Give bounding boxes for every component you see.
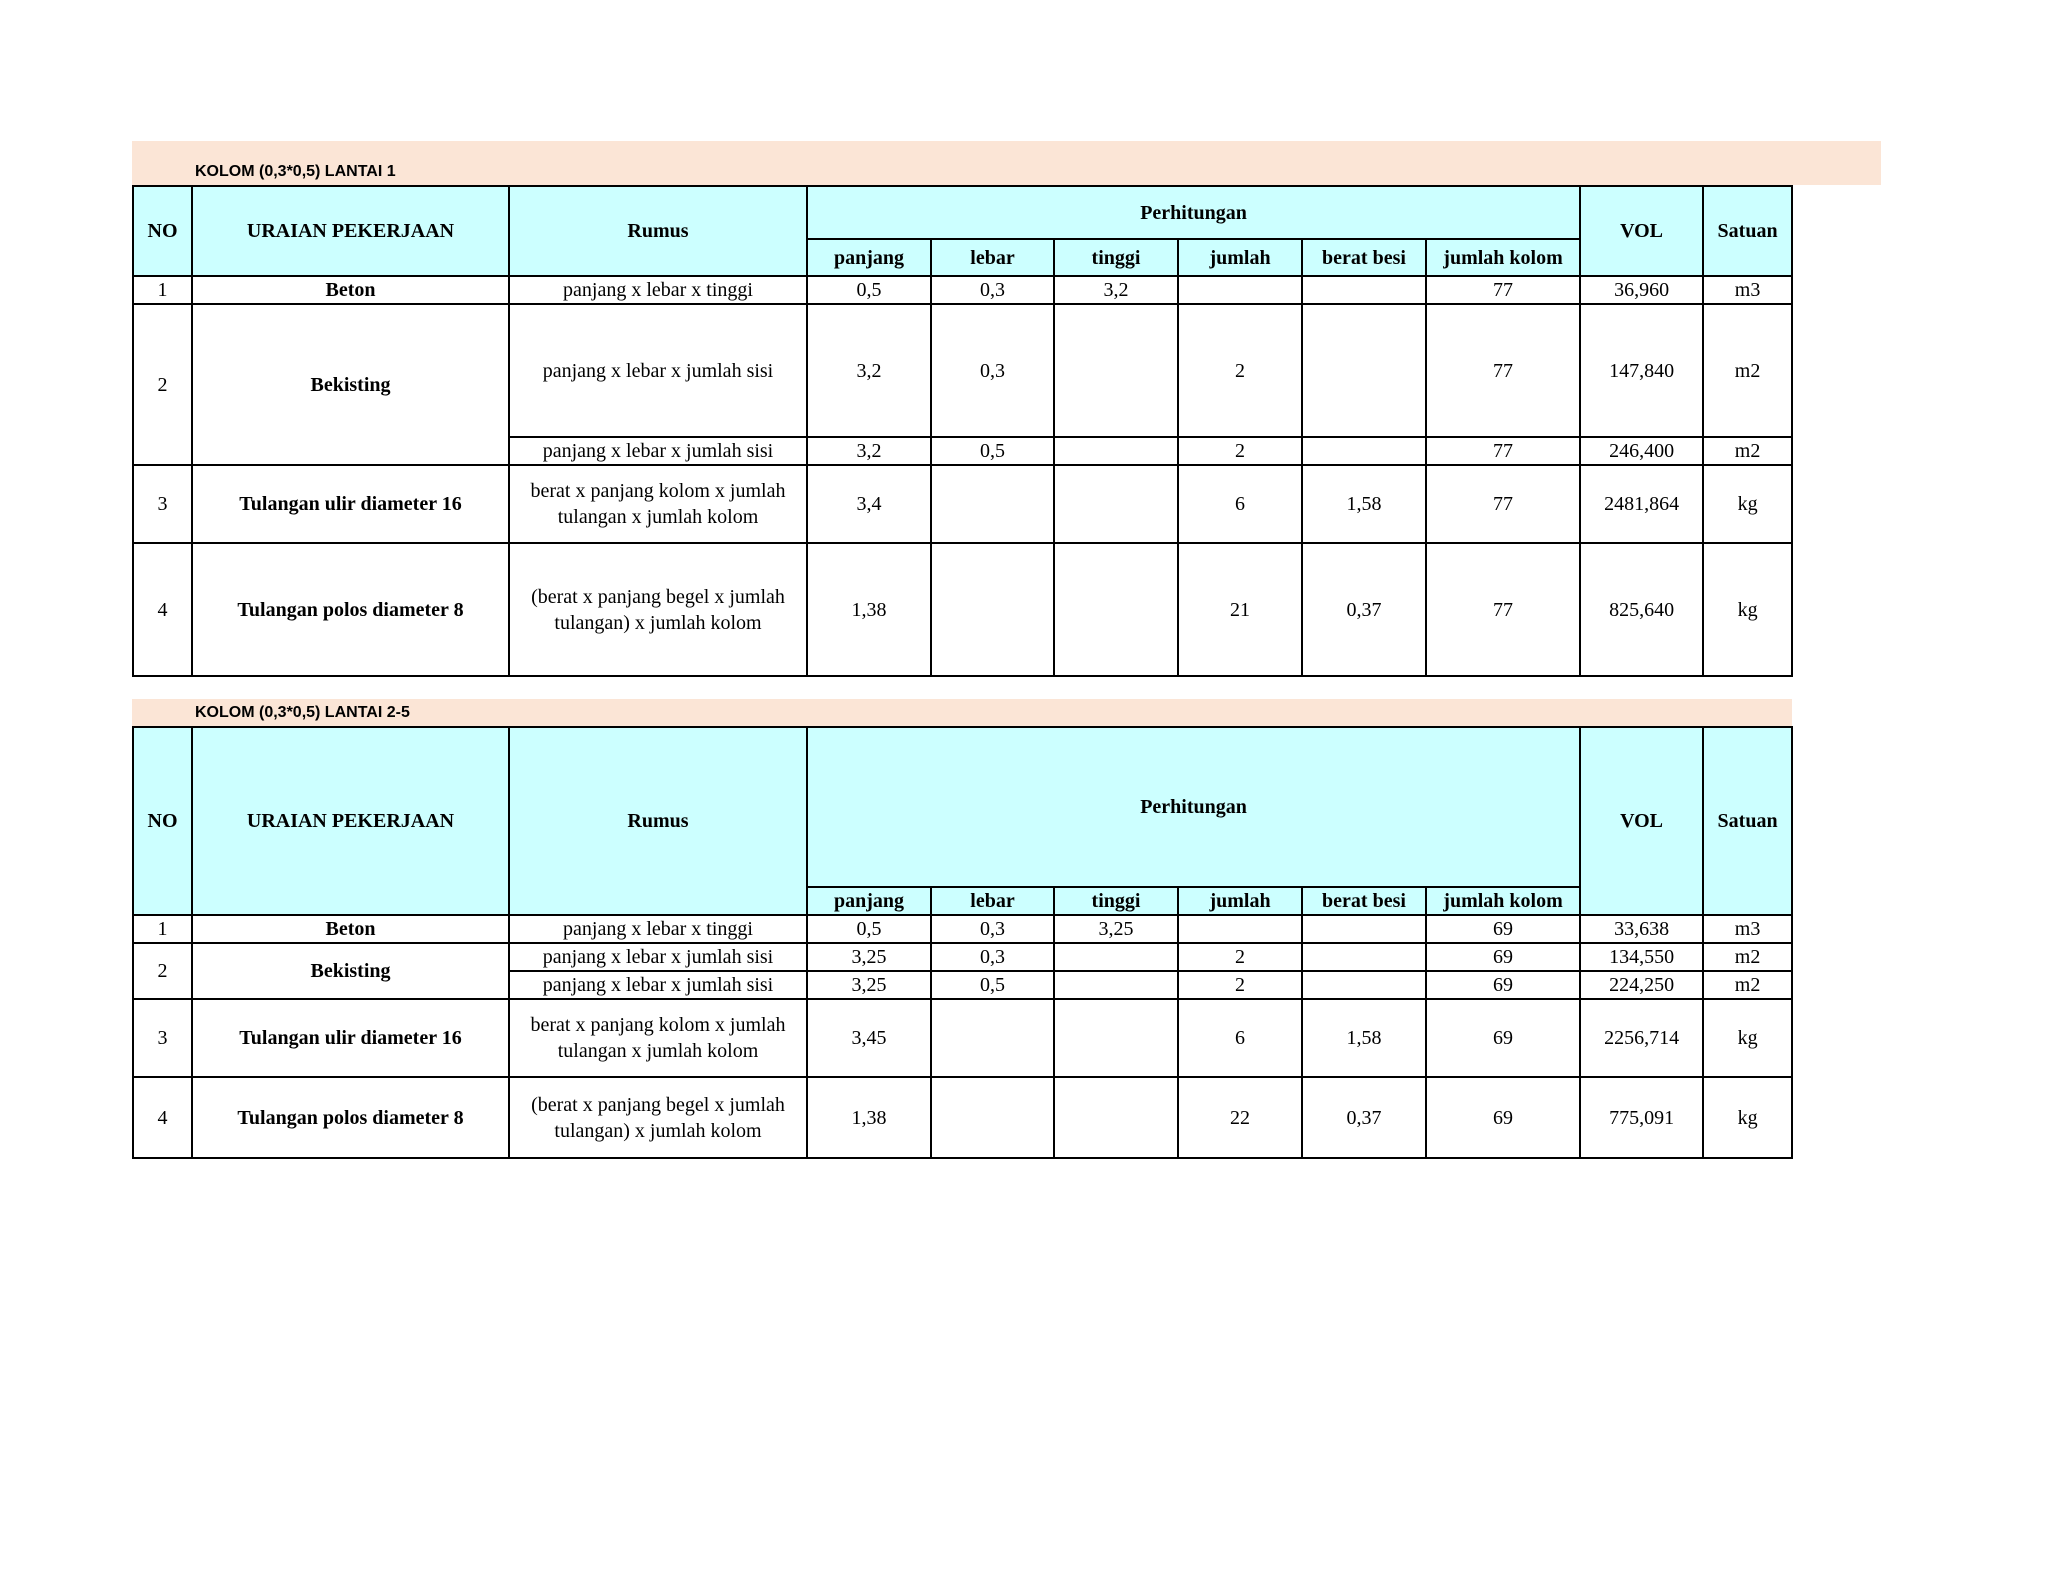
cell-berat-besi <box>1302 304 1426 437</box>
table-row <box>133 304 1792 437</box>
cell-berat-besi <box>1302 276 1426 304</box>
table-row <box>133 276 1792 304</box>
cell-vol: 775,091 <box>1580 1077 1703 1158</box>
header-uraian-pekerjaan: URAIAN PEKERJAAN <box>192 727 509 915</box>
table-kolom-lantai-2-5 <box>132 726 1793 1159</box>
cell-panjang: 0,5 <box>807 276 931 304</box>
cell-jumlah-kolom: 77 <box>1426 304 1580 437</box>
cell-rumus: panjang x lebar x jumlah sisi <box>509 971 807 999</box>
cell-vol: 224,250 <box>1580 971 1703 999</box>
header-berat-besi: berat besi <box>1302 887 1426 915</box>
cell-tinggi <box>1054 1077 1178 1158</box>
section-title-lantai-2-5: KOLOM (0,3*0,5) LANTAI 2-5 <box>195 704 410 721</box>
cell-rumus: panjang x lebar x tinggi <box>509 276 807 304</box>
header-rumus: Rumus <box>509 186 807 276</box>
cell-jumlah-kolom: 77 <box>1426 465 1580 543</box>
cell-berat-besi: 1,58 <box>1302 999 1426 1077</box>
cell-jumlah-kolom: 69 <box>1426 971 1580 999</box>
cell-tinggi <box>1054 943 1178 971</box>
cell-lebar <box>931 465 1054 543</box>
cell-no: 1 <box>133 276 192 304</box>
cell-no: 4 <box>133 1077 192 1158</box>
cell-rumus: panjang x lebar x jumlah sisi <box>509 943 807 971</box>
header-vol: VOL <box>1580 186 1703 276</box>
table-row <box>133 999 1792 1077</box>
cell-tinggi: 3,25 <box>1054 915 1178 943</box>
cell-rumus: panjang x lebar x jumlah sisi <box>509 304 807 437</box>
cell-tinggi <box>1054 543 1178 676</box>
cell-jumlah: 2 <box>1178 304 1302 437</box>
cell-no: 2 <box>133 943 192 999</box>
cell-lebar: 0,3 <box>931 304 1054 437</box>
table-row <box>133 465 1792 543</box>
cell-vol: 134,550 <box>1580 943 1703 971</box>
header-perhitungan: Perhitungan <box>807 186 1580 239</box>
cell-satuan: m3 <box>1703 915 1792 943</box>
cell-berat-besi <box>1302 437 1426 465</box>
header-lebar: lebar <box>931 239 1054 276</box>
cell-uraian: Tulangan polos diameter 8 <box>192 543 509 676</box>
cell-vol: 825,640 <box>1580 543 1703 676</box>
cell-panjang: 3,2 <box>807 304 931 437</box>
cell-lebar: 0,5 <box>931 971 1054 999</box>
cell-vol: 246,400 <box>1580 437 1703 465</box>
cell-satuan: m2 <box>1703 437 1792 465</box>
header-perhitungan: Perhitungan <box>807 727 1580 887</box>
cell-panjang: 0,5 <box>807 915 931 943</box>
cell-jumlah: 22 <box>1178 1077 1302 1158</box>
cell-jumlah <box>1178 915 1302 943</box>
cell-uraian: Beton <box>192 276 509 304</box>
section-title-lantai-1: KOLOM (0,3*0,5) LANTAI 1 <box>195 163 396 180</box>
header-berat-besi: berat besi <box>1302 239 1426 276</box>
header-jumlah: jumlah <box>1178 239 1302 276</box>
cell-jumlah: 21 <box>1178 543 1302 676</box>
cell-berat-besi: 0,37 <box>1302 543 1426 676</box>
cell-jumlah-kolom: 77 <box>1426 437 1580 465</box>
cell-satuan: kg <box>1703 543 1792 676</box>
cell-jumlah: 2 <box>1178 971 1302 999</box>
cell-berat-besi <box>1302 943 1426 971</box>
cell-uraian: Bekisting <box>192 943 509 999</box>
cell-tinggi <box>1054 437 1178 465</box>
cell-panjang: 1,38 <box>807 543 931 676</box>
table-row <box>133 543 1792 676</box>
header-jumlah: jumlah <box>1178 887 1302 915</box>
cell-satuan: kg <box>1703 465 1792 543</box>
table-kolom-lantai-1 <box>132 185 1793 677</box>
cell-satuan: m2 <box>1703 971 1792 999</box>
cell-panjang: 3,45 <box>807 999 931 1077</box>
table-row <box>133 943 1792 971</box>
cell-tinggi <box>1054 465 1178 543</box>
cell-jumlah-kolom: 69 <box>1426 1077 1580 1158</box>
table-row <box>133 915 1792 943</box>
cell-jumlah-kolom: 69 <box>1426 943 1580 971</box>
cell-berat-besi <box>1302 915 1426 943</box>
cell-rumus: panjang x lebar x jumlah sisi <box>509 437 807 465</box>
cell-satuan: kg <box>1703 999 1792 1077</box>
cell-berat-besi: 0,37 <box>1302 1077 1426 1158</box>
cell-lebar: 0,3 <box>931 915 1054 943</box>
header-no: NO <box>133 727 192 915</box>
cell-panjang: 3,25 <box>807 971 931 999</box>
cell-satuan: m3 <box>1703 276 1792 304</box>
header-lebar: lebar <box>931 887 1054 915</box>
header-panjang: panjang <box>807 887 931 915</box>
cell-rumus: (berat x panjang begel x jumlah tulangan) x jumlah kolom <box>509 1077 807 1158</box>
cell-uraian: Beton <box>192 915 509 943</box>
cell-panjang: 1,38 <box>807 1077 931 1158</box>
cell-jumlah-kolom: 77 <box>1426 543 1580 676</box>
cell-berat-besi: 1,58 <box>1302 465 1426 543</box>
cell-jumlah: 6 <box>1178 999 1302 1077</box>
cell-uraian: Tulangan polos diameter 8 <box>192 1077 509 1158</box>
cell-rumus: (berat x panjang begel x jumlah tulangan) x jumlah kolom <box>509 543 807 676</box>
cell-jumlah-kolom: 69 <box>1426 999 1580 1077</box>
cell-no: 4 <box>133 543 192 676</box>
cell-jumlah: 2 <box>1178 437 1302 465</box>
cell-uraian: Bekisting <box>192 304 509 465</box>
cell-no: 1 <box>133 915 192 943</box>
header-satuan: Satuan <box>1703 186 1792 276</box>
cell-jumlah <box>1178 276 1302 304</box>
cell-tinggi <box>1054 999 1178 1077</box>
cell-vol: 2481,864 <box>1580 465 1703 543</box>
header-rumus: Rumus <box>509 727 807 915</box>
cell-vol: 36,960 <box>1580 276 1703 304</box>
header-tinggi: tinggi <box>1054 239 1178 276</box>
cell-no: 2 <box>133 304 192 465</box>
cell-panjang: 3,2 <box>807 437 931 465</box>
header-jumlah-kolom: jumlah kolom <box>1426 887 1580 915</box>
header-vol: VOL <box>1580 727 1703 915</box>
cell-panjang: 3,25 <box>807 943 931 971</box>
cell-uraian: Tulangan ulir diameter 16 <box>192 999 509 1077</box>
cell-vol: 147,840 <box>1580 304 1703 437</box>
cell-satuan: m2 <box>1703 943 1792 971</box>
cell-jumlah: 6 <box>1178 465 1302 543</box>
cell-lebar: 0,5 <box>931 437 1054 465</box>
cell-rumus: berat x panjang kolom x jumlah tulangan x jumlah kolom <box>509 999 807 1077</box>
cell-rumus: berat x panjang kolom x jumlah tulangan x jumlah kolom <box>509 465 807 543</box>
header-uraian-pekerjaan: URAIAN PEKERJAAN <box>192 186 509 276</box>
cell-jumlah-kolom: 77 <box>1426 276 1580 304</box>
cell-rumus: panjang x lebar x tinggi <box>509 915 807 943</box>
header-tinggi: tinggi <box>1054 887 1178 915</box>
cell-lebar <box>931 543 1054 676</box>
cell-tinggi <box>1054 971 1178 999</box>
header-satuan: Satuan <box>1703 727 1792 915</box>
cell-uraian: Tulangan ulir diameter 16 <box>192 465 509 543</box>
cell-lebar <box>931 1077 1054 1158</box>
cell-lebar <box>931 999 1054 1077</box>
cell-tinggi: 3,2 <box>1054 276 1178 304</box>
header-no: NO <box>133 186 192 276</box>
cell-berat-besi <box>1302 971 1426 999</box>
cell-lebar: 0,3 <box>931 943 1054 971</box>
cell-jumlah-kolom: 69 <box>1426 915 1580 943</box>
cell-vol: 2256,714 <box>1580 999 1703 1077</box>
cell-no: 3 <box>133 465 192 543</box>
cell-satuan: m2 <box>1703 304 1792 437</box>
cell-vol: 33,638 <box>1580 915 1703 943</box>
header-panjang: panjang <box>807 239 931 276</box>
cell-panjang: 3,4 <box>807 465 931 543</box>
cell-lebar: 0,3 <box>931 276 1054 304</box>
cell-jumlah: 2 <box>1178 943 1302 971</box>
cell-satuan: kg <box>1703 1077 1792 1158</box>
header-jumlah-kolom: jumlah kolom <box>1426 239 1580 276</box>
cell-no: 3 <box>133 999 192 1077</box>
table-row <box>133 1077 1792 1158</box>
cell-tinggi <box>1054 304 1178 437</box>
